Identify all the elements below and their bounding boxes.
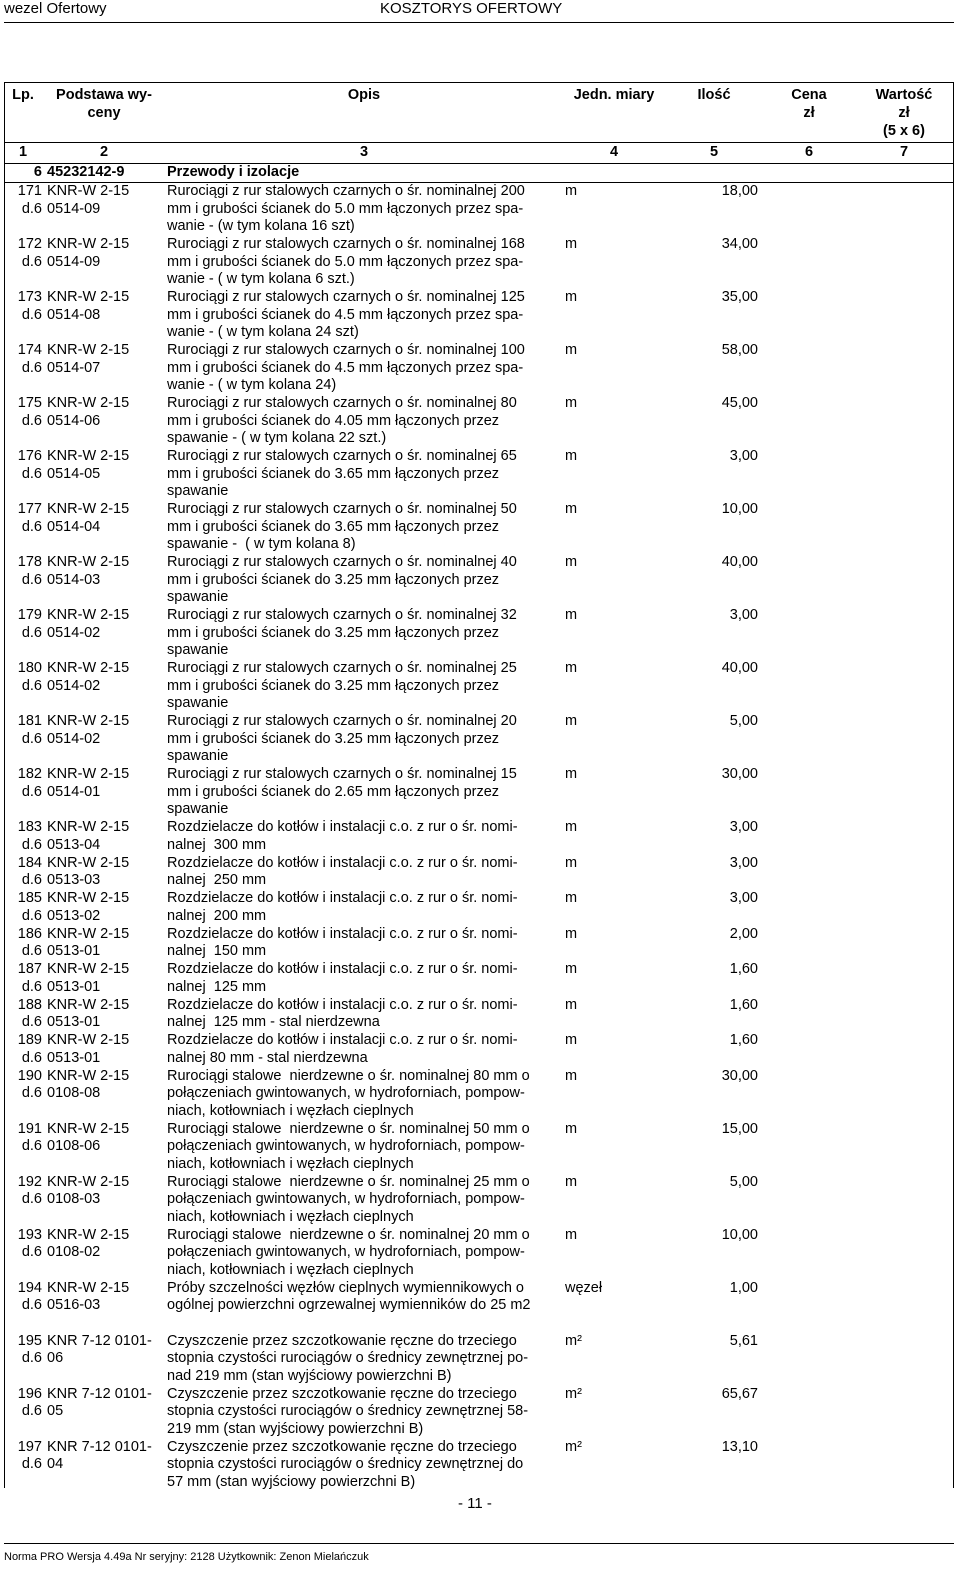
row-lp: 188 d.6	[17, 996, 42, 1030]
row-description: Rurociągi z rur stalowych czarnych o śr. nominalnej 20 mm i grubości ścianek do 3.25 mm łączonych przez spawanie	[167, 713, 517, 764]
row-quantity: 45,00	[721, 395, 758, 411]
row-quantity: 65,67	[721, 1385, 758, 1402]
row-quantity: 1,60	[729, 1032, 758, 1048]
row-lp: 186 d.6	[17, 925, 42, 959]
row-description: Rozdzielacze do kotłów i instalacji c.o. z rur o śr. nomi- nalnej 125 mm	[167, 961, 518, 995]
row-lp: 173 d.6	[17, 289, 42, 323]
row-lp: 175 d.6	[17, 395, 42, 429]
row-unit: m²	[565, 1385, 582, 1402]
row-unit: m	[565, 342, 578, 358]
col-header-qty: Ilość	[697, 87, 731, 103]
section-code: 45232142-9	[47, 164, 125, 180]
row-lp: 182 d.6	[17, 766, 42, 800]
row-unit: m	[565, 996, 578, 1013]
row-unit: m	[565, 925, 578, 942]
row-basis: KNR-W 2-15 0513-01	[47, 996, 130, 1030]
row-lp: 180 d.6	[17, 660, 42, 694]
row-lp: 183 d.6	[17, 819, 42, 853]
row-lp: 177 d.6	[17, 501, 42, 535]
row-quantity: 3,00	[729, 819, 758, 835]
row-lp: 181 d.6	[17, 713, 42, 747]
row-unit: m	[565, 766, 578, 782]
row-quantity: 3,00	[729, 854, 758, 871]
footer-rule	[4, 1543, 954, 1544]
row-basis: KNR-W 2-15 0514-06	[47, 395, 130, 429]
table-left-border	[4, 82, 5, 1488]
row-description: Rozdzielacze do kotłów i instalacji c.o. z rur o śr. nomi- nalnej 80 mm - stal nierdzewna	[167, 1032, 518, 1066]
row-unit: m	[565, 236, 578, 252]
row-basis: KNR 7-12 0101- 04	[47, 1438, 152, 1472]
row-basis: KNR-W 2-15 0514-09	[47, 183, 130, 217]
row-basis: KNR-W 2-15 0514-02	[47, 660, 130, 694]
row-basis: KNR-W 2-15 0514-01	[47, 766, 130, 800]
row-quantity: 35,00	[721, 289, 758, 305]
row-unit: m	[565, 448, 578, 464]
row-description: Rurociągi stalowe nierdzewne o śr. nominalnej 20 mm o połączeniach gwintowanych, w hydroforniach, pompow- niach, kotłowniach i węzłach cieplnych	[167, 1226, 530, 1278]
row-lp: 171 d.6	[17, 183, 42, 217]
row-basis: KNR-W 2-15 0514-07	[47, 342, 130, 376]
row-description: Czyszczenie przez szczotkowanie ręczne do trzeciego stopnia czystości rurociągów o średnicy zewnętrznej 58- 219 mm (stan wyjściowy powierzchni B)	[167, 1385, 529, 1437]
col-num-4: 4	[609, 144, 619, 160]
row-unit: m	[565, 819, 578, 835]
row-description: Rozdzielacze do kotłów i instalacji c.o. z rur o śr. nomi- nalnej 200 mm	[167, 890, 518, 924]
row-basis: KNR-W 2-15 0513-04	[47, 819, 130, 853]
row-lp: 172 d.6	[17, 236, 42, 270]
col-header-unit: Jedn. miary	[573, 87, 655, 103]
row-basis: KNR-W 2-15 0513-03	[47, 854, 130, 888]
row-quantity: 15,00	[721, 1120, 758, 1137]
row-quantity: 40,00	[721, 660, 758, 676]
row-quantity: 3,00	[729, 607, 758, 623]
row-lp: 192 d.6	[17, 1173, 42, 1207]
row-unit: m	[565, 890, 578, 906]
row-lp: 184 d.6	[17, 854, 42, 888]
table-top-border	[4, 82, 954, 83]
col-header-desc: Opis	[347, 87, 381, 103]
row-lp: 174 d.6	[17, 342, 42, 376]
row-unit: m	[565, 1067, 578, 1084]
row-description: Rurociągi z rur stalowych czarnych o śr. nominalnej 200 mm i grubości ścianek do 5.0 mm łączonych przez spa- wanie - (w tym kolana 16 szt)	[167, 183, 525, 234]
row-description: Rurociągi z rur stalowych czarnych o śr. nominalnej 15 mm i grubości ścianek do 2.65 mm łączonych przez spawanie	[167, 766, 517, 817]
row-basis: KNR 7-12 0101- 05	[47, 1385, 152, 1419]
row-unit: m	[565, 1173, 578, 1190]
row-description: Czyszczenie przez szczotkowanie ręczne do trzeciego stopnia czystości rurociągów o średnicy zewnętrznej po- nad 219 mm (stan wyjściowy powierzchni B)	[167, 1332, 529, 1384]
row-quantity: 1,00	[729, 1279, 758, 1296]
row-quantity: 1,60	[729, 961, 758, 977]
row-description: Rurociągi z rur stalowych czarnych o śr. nominalnej 125 mm i grubości ścianek do 4.5 mm łączonych przez spa- wanie - ( w tym kolana 24 szt)	[167, 289, 525, 340]
col-header-value: Wartość zł (5 x 6)	[875, 87, 933, 139]
row-description: Rurociągi z rur stalowych czarnych o śr. nominalnej 100 mm i grubości ścianek do 4.5 mm łączonych przez spa- wanie - ( w tym kolana 24)	[167, 342, 525, 393]
row-lp: 176 d.6	[17, 448, 42, 482]
row-quantity: 10,00	[721, 1226, 758, 1243]
row-unit: węzeł	[565, 1279, 603, 1296]
section-lp: 6	[33, 164, 42, 180]
row-basis: KNR-W 2-15 0513-02	[47, 890, 130, 924]
row-unit: m²	[565, 1438, 582, 1455]
row-lp: 194 d.6	[17, 1279, 42, 1313]
row-unit: m²	[565, 1332, 582, 1349]
row-quantity: 30,00	[721, 766, 758, 782]
row-unit: m	[565, 1226, 578, 1243]
header-divider	[4, 142, 954, 143]
col-header-basis: Podstawa wy- ceny	[56, 87, 152, 121]
row-quantity: 34,00	[721, 236, 758, 252]
row-description: Rurociągi z rur stalowych czarnych o śr. nominalnej 168 mm i grubości ścianek do 5.0 mm łączonych przez spa- wanie - ( w tym kolana 6 szt.)	[167, 236, 525, 287]
section-title: Przewody i izolacje	[167, 164, 300, 180]
row-unit: m	[565, 713, 578, 729]
col-header-lp: Lp.	[12, 87, 34, 103]
col-num-5: 5	[709, 144, 719, 160]
row-unit: m	[565, 1032, 578, 1048]
row-basis: KNR-W 2-15 0514-09	[47, 236, 130, 270]
col-num-3: 3	[359, 144, 369, 160]
row-quantity: 2,00	[729, 925, 758, 942]
row-basis: KNR-W 2-15 0513-01	[47, 1032, 130, 1066]
row-basis: KNR-W 2-15 0514-02	[47, 713, 130, 747]
row-description: Rozdzielacze do kotłów i instalacji c.o. z rur o śr. nomi- nalnej 150 mm	[167, 925, 518, 959]
row-lp: 179 d.6	[17, 607, 42, 641]
row-unit: m	[565, 395, 578, 411]
row-quantity: 10,00	[721, 501, 758, 517]
row-basis: KNR-W 2-15 0514-08	[47, 289, 130, 323]
document-title: KOSZTORYS OFERTOWY	[380, 0, 563, 17]
col-num-6: 6	[804, 144, 814, 160]
row-description: Rurociągi stalowe nierdzewne o śr. nominalnej 80 mm o połączeniach gwintowanych, w hydroforniach, pompow- niach, kotłowniach i węzłach cieplnych	[167, 1067, 530, 1119]
row-quantity: 5,00	[729, 713, 758, 729]
row-description: Rozdzielacze do kotłów i instalacji c.o. z rur o śr. nomi- nalnej 250 mm	[167, 854, 518, 888]
row-quantity: 5,00	[729, 1173, 758, 1190]
row-quantity: 30,00	[721, 1067, 758, 1084]
row-unit: m	[565, 660, 578, 676]
row-basis: KNR 7-12 0101- 06	[47, 1332, 152, 1366]
row-unit: m	[565, 183, 578, 199]
row-basis: KNR-W 2-15 0108-03	[47, 1173, 130, 1207]
row-description: Próby szczelności węzłów cieplnych wymiennikowych o ogólnej powierzchni ogrzewalnej wymienników do 25 m2	[167, 1279, 531, 1313]
software-footer: Norma PRO Wersja 4.49a Nr seryjny: 2128 Użytkownik: Zenon Mielańczuk	[4, 1551, 369, 1563]
row-basis: KNR-W 2-15 0513-01	[47, 961, 130, 995]
row-unit: m	[565, 1120, 578, 1137]
row-unit: m	[565, 607, 578, 623]
header-rule	[4, 22, 954, 23]
row-quantity: 1,60	[729, 996, 758, 1013]
row-basis: KNR-W 2-15 0108-08	[47, 1067, 130, 1101]
row-lp: 189 d.6	[17, 1032, 42, 1066]
row-description: Rurociągi z rur stalowych czarnych o śr. nominalnej 25 mm i grubości ścianek do 3.25 mm łączonych przez spawanie	[167, 660, 517, 711]
row-unit: m	[565, 961, 578, 977]
table-right-border	[953, 82, 954, 1488]
row-quantity: 18,00	[721, 183, 758, 199]
col-num-7: 7	[899, 144, 909, 160]
row-lp: 178 d.6	[17, 554, 42, 588]
row-lp: 187 d.6	[17, 961, 42, 995]
row-description: Czyszczenie przez szczotkowanie ręczne do trzeciego stopnia czystości rurociągów o średnicy zewnętrznej do 57 mm (stan wyjściowy powierzchni B)	[167, 1438, 524, 1490]
row-description: Rozdzielacze do kotłów i instalacji c.o. z rur o śr. nomi- nalnej 125 mm - stal nierdzewna	[167, 996, 518, 1030]
col-num-2: 2	[99, 144, 109, 160]
page-number: - 11 -	[458, 1495, 492, 1512]
row-unit: m	[565, 554, 578, 570]
row-basis: KNR-W 2-15 0514-04	[47, 501, 130, 535]
row-lp: 185 d.6	[17, 890, 42, 924]
row-lp: 195 d.6	[17, 1332, 42, 1366]
row-lp: 196 d.6	[17, 1385, 42, 1419]
row-description: Rurociągi stalowe nierdzewne o śr. nominalnej 25 mm o połączeniach gwintowanych, w hydroforniach, pompow- niach, kotłowniach i węzłach cieplnych	[167, 1173, 530, 1225]
row-unit: m	[565, 501, 578, 517]
row-basis: KNR-W 2-15 0108-06	[47, 1120, 130, 1154]
row-description: Rurociągi z rur stalowych czarnych o śr. nominalnej 65 mm i grubości ścianek do 3.65 mm łączonych przez spawanie	[167, 448, 517, 499]
row-quantity: 13,10	[721, 1438, 758, 1455]
row-quantity: 40,00	[721, 554, 758, 570]
row-lp: 197 d.6	[17, 1438, 42, 1472]
row-basis: KNR-W 2-15 0514-03	[47, 554, 130, 588]
row-lp: 190 d.6	[17, 1067, 42, 1101]
row-quantity: 5,61	[729, 1332, 758, 1349]
row-basis: KNR-W 2-15 0514-05	[47, 448, 130, 482]
row-basis: KNR-W 2-15 0108-02	[47, 1226, 130, 1260]
row-quantity: 58,00	[721, 342, 758, 358]
row-quantity: 3,00	[729, 890, 758, 906]
row-basis: KNR-W 2-15 0513-01	[47, 925, 130, 959]
row-unit: m	[565, 289, 578, 305]
row-description: Rurociągi z rur stalowych czarnych o śr. nominalnej 32 mm i grubości ścianek do 3.25 mm łączonych przez spawanie	[167, 607, 517, 658]
row-basis: KNR-W 2-15 0514-02	[47, 607, 130, 641]
row-description: Rozdzielacze do kotłów i instalacji c.o. z rur o śr. nomi- nalnej 300 mm	[167, 819, 518, 853]
row-description: Rurociągi z rur stalowych czarnych o śr. nominalnej 80 mm i grubości ścianek do 4.05 mm łączonych przez spawanie - ( w tym kolana 22 szt.)	[167, 395, 517, 446]
row-description: Rurociągi z rur stalowych czarnych o śr. nominalnej 40 mm i grubości ścianek do 3.25 mm łączonych przez spawanie	[167, 554, 517, 605]
row-description: Rurociągi z rur stalowych czarnych o śr. nominalnej 50 mm i grubości ścianek do 3.65 mm łączonych przez spawanie - ( w tym kolana 8)	[167, 501, 517, 552]
row-lp: 191 d.6	[17, 1120, 42, 1154]
row-unit: m	[565, 854, 578, 871]
col-header-price: Cena zł	[791, 87, 827, 121]
row-quantity: 3,00	[729, 448, 758, 464]
row-description: Rurociągi stalowe nierdzewne o śr. nominalnej 50 mm o połączeniach gwintowanych, w hydroforniach, pompow- niach, kotłowniach i węzłach cieplnych	[167, 1120, 530, 1172]
row-lp: 193 d.6	[17, 1226, 42, 1260]
col-num-1: 1	[18, 144, 28, 160]
row-basis: KNR-W 2-15 0516-03	[47, 1279, 130, 1313]
document-app-title: wezel Ofertowy	[4, 0, 107, 17]
